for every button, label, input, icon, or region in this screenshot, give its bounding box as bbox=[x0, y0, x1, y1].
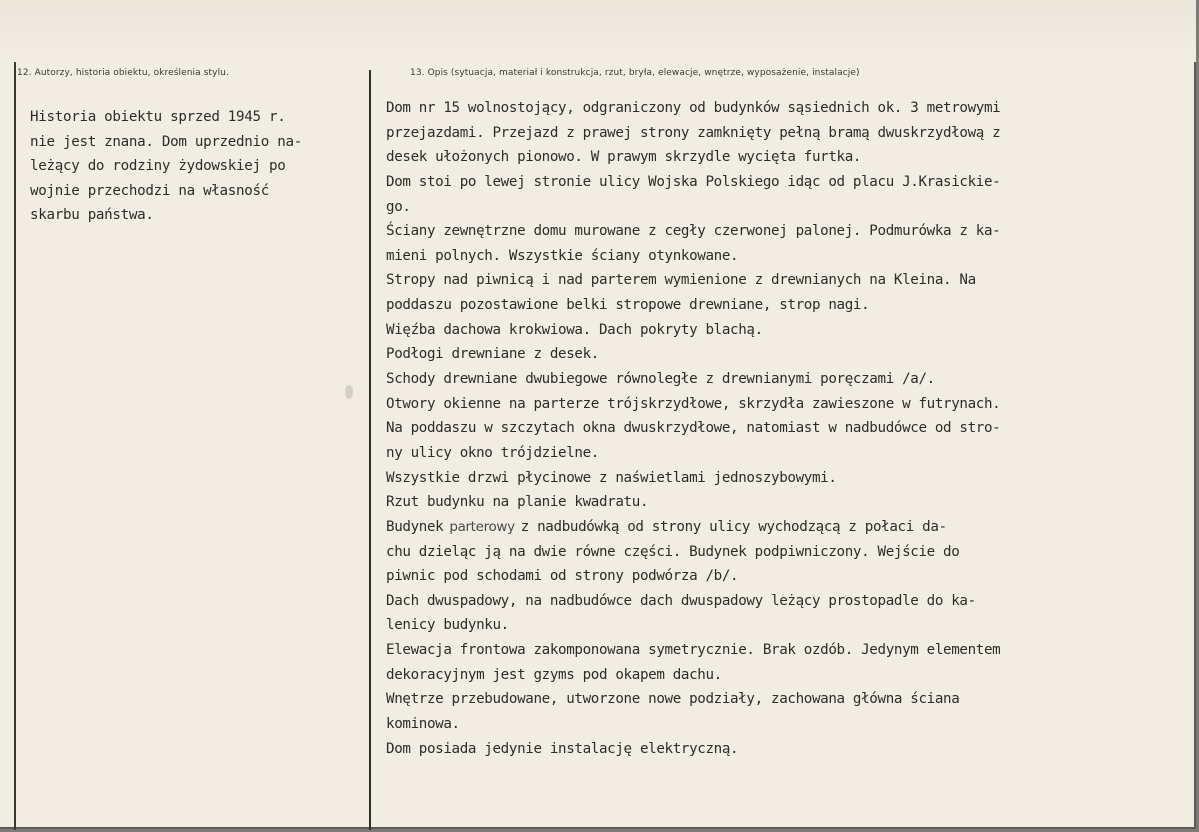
text-line: piwnic pod schodami od strony podwórza /b/. bbox=[386, 568, 739, 585]
text-line: leżący do rodziny żydowskiej po bbox=[30, 158, 286, 175]
text-line: Wnętrze przebudowane, utworzone nowe podziały, zachowana główna ściana bbox=[386, 691, 960, 708]
text-line: Schody drewniane dwubiegowe równoległe z drewnianymi poręczami /a/. bbox=[386, 371, 935, 388]
text-line: lenicy budynku. bbox=[386, 617, 509, 634]
text-line: Otwory okienne na parterze trójskrzydłowe, skrzydła zawieszone w futrynach. bbox=[386, 395, 1001, 412]
budynek-rest: z nadbudówką od strony ulicy wychodzącą z połaci da- bbox=[520, 518, 947, 535]
text-line: Podłogi drewniane z desek. bbox=[386, 346, 599, 363]
text-line: dekoracyjnym jest gzyms pod okapem dachu. bbox=[386, 666, 722, 683]
text-line: poddaszu pozostawione belki stropowe drewniane, strop nagi. bbox=[386, 297, 870, 314]
text-line: Dom posiada jedynie instalację elektryczną. bbox=[386, 740, 739, 757]
text-line: Dach dwuspadowy, na nadbudówce dach dwuspadowy leżący prostopadle do ka- bbox=[386, 592, 976, 609]
text-line: desek ułożonych pionowo. W prawym skrzydle wycięta furtka. bbox=[386, 149, 862, 166]
budynek-word: Budynek bbox=[386, 518, 444, 535]
budynek-line bbox=[386, 515, 1176, 540]
text-line: Ściany zewnętrzne domu murowane z cegły czerwonej palonej. Podmurówka z ka- bbox=[386, 223, 1001, 240]
text-line: Więźba dachowa krokwiowa. Dach pokryty blachą. bbox=[386, 321, 763, 338]
text-line: mieni polnych. Wszystkie ściany otynkowane. bbox=[386, 247, 739, 264]
text-line: ny ulicy okno trójdzielne. bbox=[386, 444, 599, 461]
text-line: Elewacja frontowa zakomponowana symetrycznie. Brak ozdób. Jedynym elementem bbox=[386, 642, 1001, 659]
text-line: Stropy nad piwnicą i nad parterem wymienione z drewnianych na Kleina. Na bbox=[386, 272, 976, 289]
text-line: nie jest znana. Dom uprzednio na- bbox=[30, 133, 302, 150]
text-line: go. bbox=[386, 198, 411, 215]
text-line: Na poddaszu w szczytach okna dwuskrzydłowe, natomiast w nadbudówce od stro- bbox=[386, 420, 1001, 437]
text-line: przejazdami. Przejazd z prawej strony zamknięty pełną bramą dwuskrzydłową z bbox=[386, 124, 1001, 141]
text-line: Rzut budynku na planie kwadratu. bbox=[386, 494, 649, 511]
text-line: Dom stoi po lewej stronie ulicy Wojska Polskiego idąc od placu J.Krasickie- bbox=[386, 173, 1001, 190]
text-line: Wszystkie drzwi płycinowe z naświetlami jednoszybowymi. bbox=[386, 469, 837, 486]
description-text bbox=[386, 96, 1176, 761]
section-13-header: 13. Opis (sytuacja, materiał i konstrukcja, rzut, bryła, elewacje, wnętrze, wyposażenie, instalacje) bbox=[410, 68, 860, 78]
text-line: kominowa. bbox=[386, 716, 460, 733]
column-divider bbox=[369, 70, 371, 830]
section-12-header: 12. Autorzy, historia obiektu, określenia stylu. bbox=[17, 68, 229, 78]
text-line: skarbu państwa. bbox=[30, 207, 154, 224]
left-border-line bbox=[14, 62, 16, 830]
history-text bbox=[30, 105, 360, 228]
ink-smudge bbox=[345, 385, 353, 399]
text-line: Dom nr 15 wolnostojący, odgraniczony od budynków sąsiednich ok. 3 metrowymi bbox=[386, 100, 1001, 116]
card-top-edge bbox=[0, 0, 1196, 62]
handwritten-insertion: parterowy bbox=[449, 518, 515, 535]
text-line: wojnie przechodzi na własność bbox=[30, 182, 270, 199]
text-line: chu dzieląc ją na dwie równe części. Budynek podpiwniczony. Wejście do bbox=[386, 543, 960, 560]
text-line: Historia obiektu sprzed 1945 r. bbox=[30, 109, 286, 125]
